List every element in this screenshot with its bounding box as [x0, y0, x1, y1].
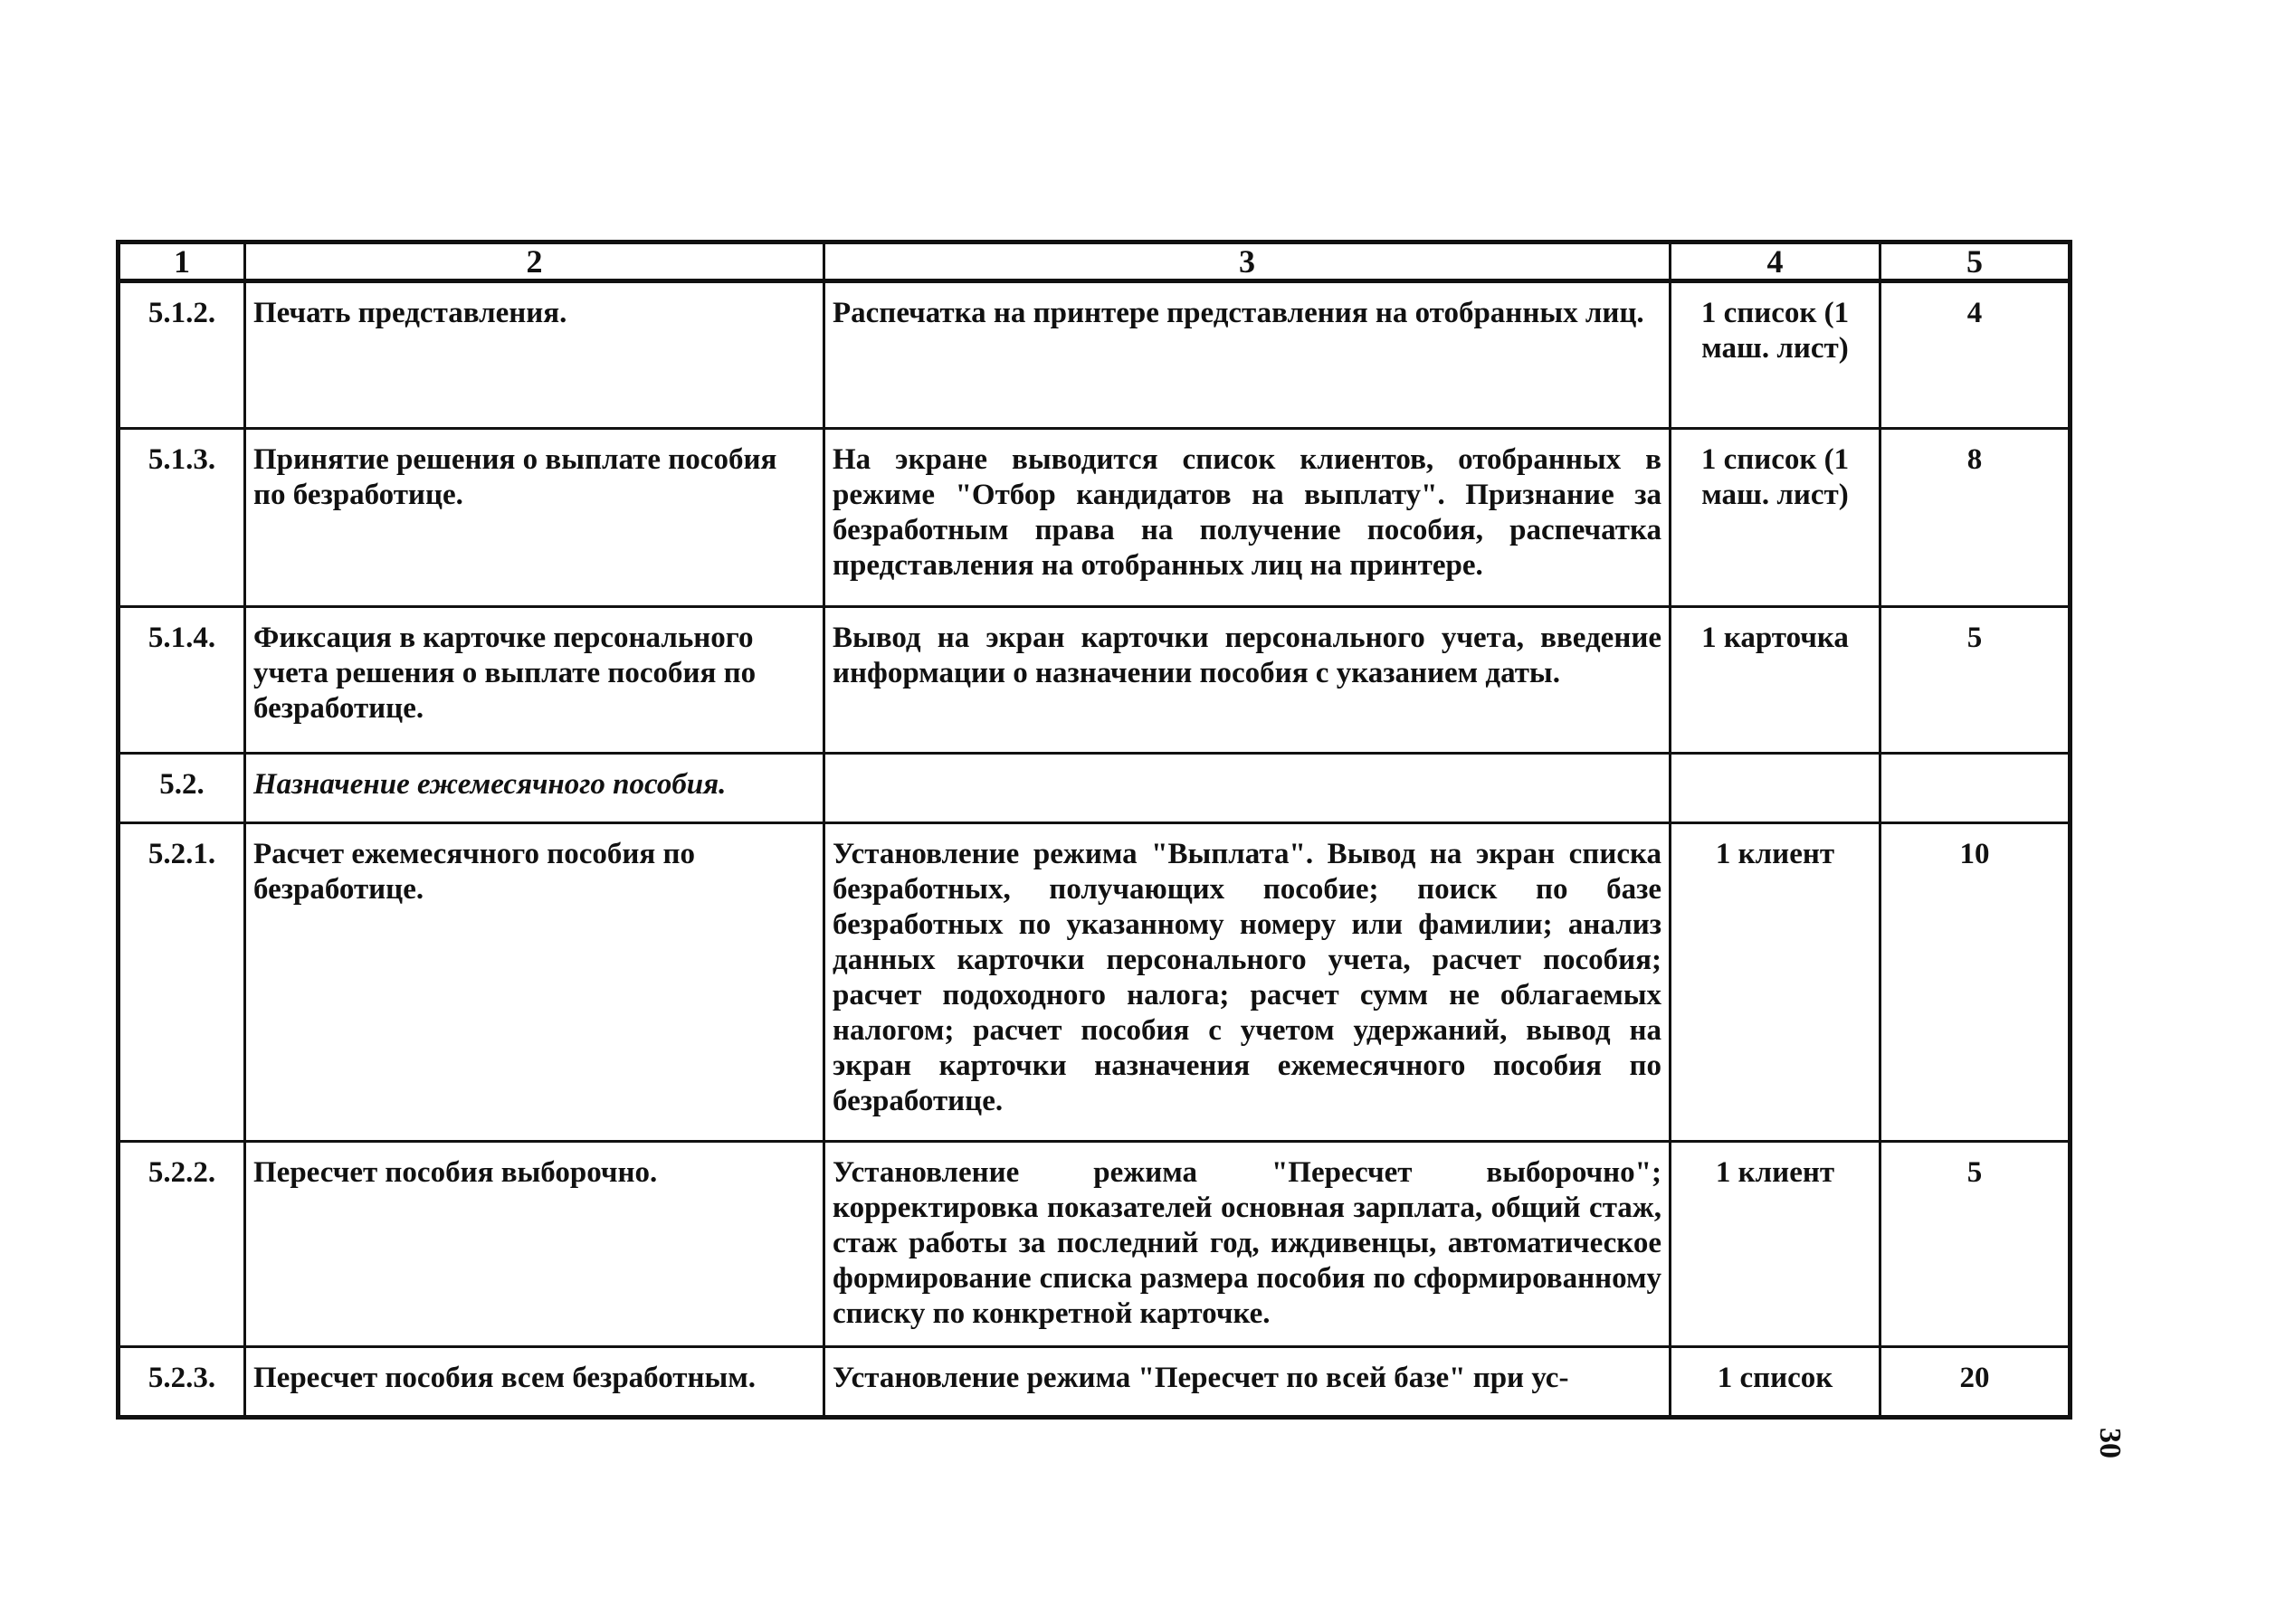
header-row [119, 242, 2071, 281]
row-number: 5.2.2. [119, 1142, 245, 1347]
row-name: Печать представления. [245, 281, 824, 429]
row-description: Установление режима "Пересчет выборочно"; корректировка показателей основная зарплата, общий стаж, стаж работы за последний год, иждивенцы, автоматическое формирование списка размера пособия по сформированному списку по конкретной карточке. [824, 1142, 1671, 1347]
row-description [824, 754, 1671, 823]
table-row [119, 429, 2071, 607]
row-unit: 1 список [1671, 1347, 1880, 1418]
row-unit: 1 клиент [1671, 1142, 1880, 1347]
row-unit: 1 список (1 маш. лист) [1671, 429, 1880, 607]
page-number: 30 [2093, 1428, 2127, 1458]
row-name: Фиксация в карточке персонального учета решения о выплате пособия по безработице. [245, 607, 824, 754]
header-col-5: 5 [1880, 242, 2071, 281]
row-name: Пересчет пособия выборочно. [245, 1142, 824, 1347]
row-unit: 1 карточка [1671, 607, 1880, 754]
header-col-4: 4 [1671, 242, 1880, 281]
row-description: На экране выводится список клиентов, отобранных в режиме "Отбор кандидатов на выплату". Признание за безработным права на получение пособия, распечатка представления на отобранных лиц на принтере. [824, 429, 1671, 607]
row-unit: 1 клиент [1671, 823, 1880, 1142]
row-number: 5.2.3. [119, 1347, 245, 1418]
table-row [119, 1347, 2071, 1418]
row-name: Принятие решения о выплате пособия по безработице. [245, 429, 824, 607]
row-name: Пересчет пособия всем безработным. [245, 1347, 824, 1418]
row-name: Расчет ежемесячного пособия по безработице. [245, 823, 824, 1142]
row-description: Установление режима "Выплата". Вывод на экран списка безработных, получающих пособие; поиск по базе безработных по указанному номеру или фамилии; анализ данных карточки персонального учета, расчет пособия; расчет подоходного налога; расчет сумм не облагаемых налогом; расчет пособия с учетом удержаний, вывод на экран карточки назначения ежемесячного пособия по безработице. [824, 823, 1671, 1142]
row-number: 5.2.1. [119, 823, 245, 1142]
row-unit: 1 список (1 маш. лист) [1671, 281, 1880, 429]
row-description: Установление режима "Пересчет по всей базе" при ус- [824, 1347, 1671, 1418]
row-value [1880, 754, 2071, 823]
table-row [119, 607, 2071, 754]
table-row [119, 823, 2071, 1142]
header-col-1: 1 [119, 242, 245, 281]
row-unit [1671, 754, 1880, 823]
table-row [119, 1142, 2071, 1347]
row-value: 5 [1880, 1142, 2071, 1347]
row-value: 5 [1880, 607, 2071, 754]
row-value: 8 [1880, 429, 2071, 607]
row-description: Вывод на экран карточки персонального учета, введение информации о назначении пособия с указанием даты. [824, 607, 1671, 754]
section-title: Назначение ежемесячного пособия. [245, 754, 824, 823]
norms-table [116, 240, 2072, 1420]
row-number: 5.1.3. [119, 429, 245, 607]
row-number: 5.1.2. [119, 281, 245, 429]
row-value: 10 [1880, 823, 2071, 1142]
section-number: 5.2. [119, 754, 245, 823]
section-row [119, 754, 2071, 823]
table-row [119, 281, 2071, 429]
row-value: 4 [1880, 281, 2071, 429]
row-number: 5.1.4. [119, 607, 245, 754]
row-value: 20 [1880, 1347, 2071, 1418]
row-description: Распечатка на принтере представления на отобранных лиц. [824, 281, 1671, 429]
header-col-2: 2 [245, 242, 824, 281]
header-col-3: 3 [824, 242, 1671, 281]
